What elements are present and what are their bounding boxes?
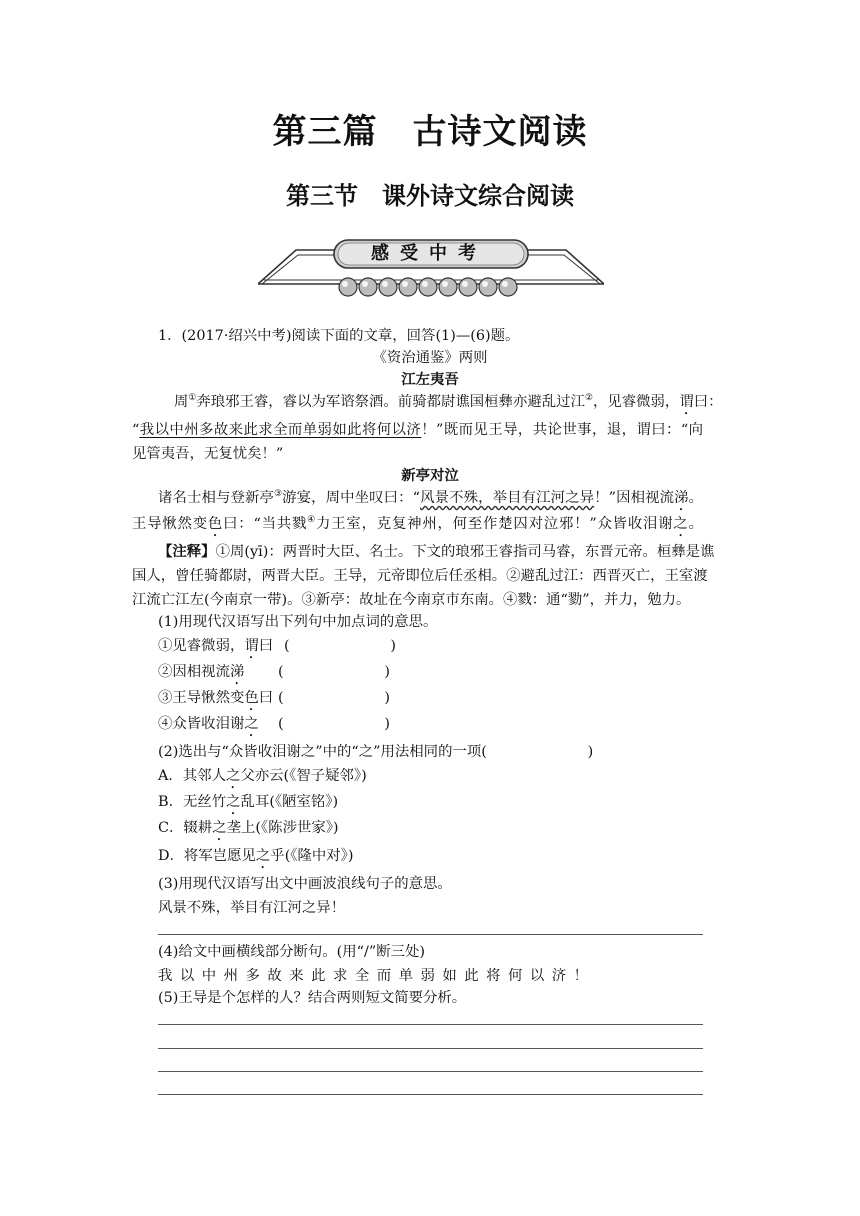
q3-sentence: 风景不殊，举目有江河之异！ <box>158 900 346 916</box>
answer-line[interactable] <box>158 1048 703 1049</box>
underlined-sentence: 我以中州多故来此求全而单弱如此将何以济 <box>139 422 422 438</box>
notes-line1: 【注释】①周(yī)：两晋时大臣、名士。下文的琅邪王睿指司马睿，东晋元帝。桓彝是谯 <box>158 543 715 560</box>
answer-blank[interactable]: ( ) <box>278 664 390 680</box>
q2-prompt: (2)选出与“众皆收泪谢之”中的“之”用法相同的一项( ) <box>158 744 594 760</box>
answer-line[interactable] <box>158 1071 703 1072</box>
section-title: 第三节 课外诗文综合阅读 <box>286 182 574 210</box>
q2-option-c[interactable]: C．辍耕之垄上(《陈涉世家》) <box>158 820 339 836</box>
q5-prompt: (5)王导是个怎样的人？结合两则短文简要分析。 <box>158 990 467 1006</box>
story1-line1: 周①奔琅邪王睿，睿以为军谘祭酒。前骑都尉谯国桓彝亦避乱过江②，见睿微弱，谓曰： <box>173 393 723 410</box>
answer-blank[interactable]: ( ) <box>278 690 390 706</box>
q1-prompt: (1)用现代汉语写出下列句中加点词的意思。 <box>158 614 438 630</box>
question-intro: 1．(2017·绍兴中考)阅读下面的文章，回答(1)—(6)题。 <box>158 328 520 344</box>
q1-item-3: ③王导愀然变色曰 ( ) <box>158 690 390 706</box>
answer-blank[interactable]: ( ) <box>284 638 396 654</box>
story2-title: 新亭对泣 <box>401 468 459 484</box>
chapter-title: 第三篇 古诗文阅读 <box>272 112 588 152</box>
notes-line3: 江流亡江左(今南京一带)。③新亭：故址在今南京市东南。④戮：通“勠”，并力，勉力。 <box>132 592 691 608</box>
q2-option-a[interactable]: A．其邻人之父亦云(《智子疑邻》) <box>158 768 367 784</box>
story2-line2: 王导愀然变色曰：“当共戮④力王室，克复神州，何至作楚囚对泣邪！”众皆收泪谢之。 <box>132 515 703 532</box>
wavy-sentence: 风景不殊，举目有江河之异 <box>420 490 595 506</box>
q1-item-1: ①见睿微弱，谓曰 ( ) <box>158 638 396 654</box>
q2-option-d[interactable]: D．将军岂愿见之乎(《隆中对》) <box>158 848 354 864</box>
answer-line[interactable] <box>158 1024 703 1025</box>
banner-label: 感受中考 <box>371 243 487 264</box>
q2-option-b[interactable]: B．无丝竹之乱耳(《陋室铭》) <box>158 794 339 810</box>
answer-blank[interactable]: ( ) <box>278 716 390 732</box>
q1-item-2: ②因相视流涕 ( ) <box>158 664 390 680</box>
story2-line1: 诸名士相与登新亭③游宴，周中坐叹曰：“风景不殊，举目有江河之异！”因相视流涕。 <box>158 489 703 506</box>
notes-line2: 国人，曾任骑都尉，两晋大臣。王导，元帝即位后任丞相。②避乱过江：西晋灭亡，王室渡 <box>132 568 708 584</box>
story1-line2: “我以中州多故来此求全而单弱如此将何以济！”既而见王导，共论世事，退，谓曰：“向 <box>132 422 703 438</box>
q1-item-4: ④众皆收泪谢之 ( ) <box>158 716 390 732</box>
story1-line3: 见管夷吾，无复忧矣！” <box>132 446 284 462</box>
answer-line[interactable] <box>158 934 703 935</box>
q4-sentence: 我以中州多故来此求全而单弱如此将何以济！ <box>158 968 588 984</box>
story1-title: 江左夷吾 <box>401 372 459 388</box>
answer-line[interactable] <box>158 1094 703 1095</box>
q4-prompt: (4)给文中画横线部分断句。(用“/”断三处) <box>158 944 426 960</box>
passage-title: 《资治通鉴》两则 <box>372 350 488 366</box>
q3-prompt: (3)用现代汉语写出文中画波浪线句子的意思。 <box>158 876 452 892</box>
